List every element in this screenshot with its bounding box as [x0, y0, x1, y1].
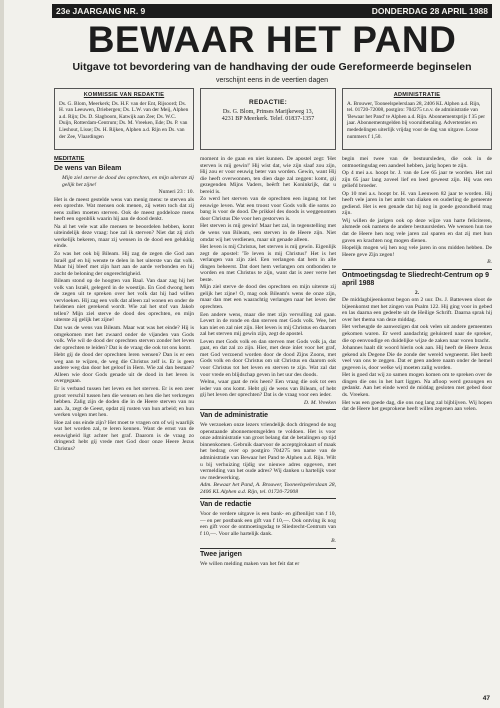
twee-jarigen-continued-paragraph: Op 4 mei a.s. hoopt br. J. van de Lee 65 jaar te worden. Het zal zijn 65 jaar lang zoveel lief en leed geweest zijn. Hij was een geliefd broeder. [342, 170, 492, 190]
column-right [342, 156, 492, 686]
twee-jarigen-continued-paragraph: Op 10 mei a.s. hoopt br. H. van Leeuwen 82 jaar te worden. Hij heeft vele jaren in het ambt van diaken en ouderling de gemeente gediend. Het is een genade dat hij nog in goede gezondheid mag zijn. [342, 190, 492, 217]
issue-number: 23e JAARGANG NR. 9 [56, 6, 146, 16]
administratie-notice-signature: Adm. Bewaar het Pand, A. Brouwer, Tooneelspelerslaan 28, 2406 KL Alphen a.d. Rijn, tel. 01720-72008 [200, 482, 336, 495]
ontmoetingsdag-paragraph: Johannes haalt dit woord hierin ook aan. Hij heeft de Heere Jezus gekend als Degene Die de zonde der wereld wegneemt. Het heeft veel van ons te zeggen. Dat er geen andere naam onder de hemel gegeven is, door welke wij moeten zalig worden. [342, 345, 492, 371]
meditatie-paragraph: Dat was de wens van Bileam. Maar wat was het einde? Hij is omgekomen met het zwaard onder de vijanden van Gods volk. Wie wil de dood der oprechten sterven zonder het leven der oprechten te leiden? Dat is de vraag die ook tot ons komt. [54, 325, 194, 351]
meditatie-paragraph: Er is verband tussen het leven en het sterven. Er is een zeer groot verschil tussen hen die wensen en hen die het verkregen hebben. Zalig zijn de doden die in de Heere sterven van nu aan. Ja, zegt de Geest, opdat zij rusten van hun arbeid; en hun werken volgen met hen. [54, 385, 194, 419]
meditatie-paragraph: Na al het vele wat alle mensen te beoordelen hebben, komt uiteindelijk deze vraag: hoe zal ik sterven? Niet dat zij zich werkelijk bekeren, maar zij wensen in de dood een gelukkig einde. [54, 223, 194, 250]
twee-jarigen-text: We willen melding maken van het feit dat er [200, 560, 300, 567]
newspaper-title: BEWAAR HET PAND [87, 19, 457, 60]
newspaper-tagline: verschijnt eens in de veertien dagen [215, 77, 329, 84]
meditatie-continued-paragraph: Een andere wens, maar die met zijn vervulling zal gaan. Levert in de ronde en dan sterven met Gods volk. Wee, het kan niet en zal niet zijn. Het leven is mij Christus en daarom zal het sterven mij gewin zijn, zegt de apostel. [200, 311, 336, 338]
meditatie-continued-paragraph: Zo werd het sterven van de oprechten een ingang tot het eeuwige leven. Wat een troost voor Gods volk die soms zo bang is voor de dood. De prikkel des doods is weggenomen door Christus Die voor hen gestorven is. [200, 196, 336, 222]
redactie-committee-text: Ds. G. Blom, Meerkerk; Ds. H.F. van der Ent, Rijsoord; Ds. H. van Leeuwen, Driebergen; Ds. L.W. van der Meij, Alphen a.d. Rijn; Ds. D. Slagboom, Katwijk aan Zee; Ds. W.C. Duijn, Rotterdam-Centrum; Ds. M. Vreeken, Ede; Ds. P. van Lieshout, Lisse; Ds. H. Rijken, Alphen a.d. Rijn en Ds. van der Zee, Vlaardingen [59, 100, 189, 140]
redactie-notice: Voor de verdere uitgave is een bank- en giftenlijst van f 10,— en per postbank een gift van f 10,—. Ook ontving ik nog een gift voor de ontmoetingsdag te Sliedrecht-Centrum van f 10,—. Voor alle hartelijk dank. [200, 511, 336, 537]
meditatie-continued-paragraph: Het sterven is mij gewin! Maar het zal, in tegenstelling met de wens van Bileam, een sterven in de Heere zijn. Niet omdat wij het verdienen, maar uit genade alleen. [200, 223, 336, 243]
meditatie-continued-paragraph: Het leven is mij Christus, het sterven is mij gewin. Eigenlijk zegt de apostel: 'Te leven is mij Christus!' Het is het verlangen van zijn ziel. Een verlangen dat hem in alle dingen beheerst. Dat doet hem verlangen om ontbonden te worden en met Christus te zijn, want dat is zeer verre het beste. [200, 244, 336, 283]
newspaper-subtitle: Uitgave tot bevordering van de handhaving der oude Gereformeerde beginselen [72, 61, 472, 73]
divider [200, 409, 336, 410]
redactie-notice-signature: B. [331, 538, 336, 545]
page-number: 47 [482, 695, 490, 702]
administratie-box [342, 88, 492, 150]
headline-van-de-redactie: Van de redactie [200, 501, 252, 509]
masthead-bar [52, 4, 492, 18]
redactie-address-heading: REDACTIE: [248, 99, 288, 106]
redactie-address-line-1: Ds. G. Blom, Prinses Marijkeweg 13, [222, 108, 314, 115]
meditatie-signature: D. M. Vreeken [304, 399, 336, 406]
issue-date: DONDERDAG 28 APRIL 1988 [371, 6, 488, 16]
headline-twee-jarigen: Twee jarigen [200, 550, 242, 558]
divider [200, 548, 336, 549]
meditatie-continued-paragraph: Mijn ziel sterve de dood des oprechten en mijn uiterste zij gelijk het zijne! O, mag ook Bileam's wens de onze zijn, maar dan met een waarachtig verlangen naar het leven der oprechten. [200, 284, 336, 311]
ontmoetingsdag-paragraph: Het was een goede dag, die ons nog lang zal bijblijven. Wij hopen dat de Heere het gesprokene heeft willen zegenen aan velen. [342, 399, 492, 413]
meditatie-continued-paragraph: Leven met Gods volk en dan sterven met Gods volk ja, dat gaat, en dat zal zo zijn. Hier, met deze inlet voor het graf, met God verzoend worden door de dood Zijns Zoons, met Gods volk en door Christus om uit Christus en daarom ook voor Christus tot het leven en sterven te zijn. Wat zal dat voor vrede en blijdschap geven in het uur des doods. [200, 338, 336, 378]
twee-jarigen-signature: B. [487, 259, 492, 266]
meditatie-paragraph: Zo was het ook bij Bileam. Hij zag de zegen die God aan Israël gaf en hij wenste te delen in het uiterste van dat volk. Maar hij bleef met zijn hart aan de aarde verbonden en hij zocht de beloning der ongerechtigheid. [54, 251, 194, 277]
ontmoetingsdag-part-number: 2. [414, 289, 420, 296]
meditatie-paragraph: Het is de meest gestelde wens van menig mens: te sterven als een oprechte. Wat mensen ook menen, zij weten toch dat zij eens zullen moeten sterven. Ook de meest goddeloze mens heeft een ogenblik waarin hij aan de dood denkt. [54, 196, 194, 223]
administratie-heading: ADMINISTRATIE [393, 92, 441, 98]
redactie-committee-box [54, 88, 194, 150]
twee-jarigen-continued-paragraph: Hopelijk mogen wij hen nog vele jaren in ons midden hebben. De Heere geve Zijn zegen! [342, 245, 492, 258]
redactie-committee-heading: KOMMISSIE VAN REDAKTIE [83, 92, 165, 98]
ontmoetingsdag-paragraph: De middagbijeenkomst begon om 2 uur. Ds. J. Batteveen sloot de bijeenkomst met het zingen van Psalm 122. Hij ging voor in gebed en las daarna een gedeelte uit de Heilige Schrift. Daarna sprak hij over het thema van deze middag. [342, 297, 492, 323]
meditatie-paragraph: Hebt gij de dood der oprechten leren wensen? Dan is er een weg aan te wijzen, de weg die Christus zelf is. Er is geen andere weg dan door het geloof in Hem. Wie zal dan bestaan? Alleen wie door Gods genade uit de dood in het leven is overgegaan. [54, 352, 194, 385]
meditatie-paragraph: Hoe zal ons einde zijn? Het moet te vragen om of wij waarlijk wat het worden zal, te leren kennen. Want de ernst van de eeuwigheid ligt achter het graf. Daarom is de vraag zo dringend: hebt gij vrede met God door onze Heere Jezus Christus? [54, 419, 194, 452]
meditatie-continued-paragraph: moment in de gaan en niet kunnen. De apostel zegt: 'Het sterven is mij gewin!' Hij wist dat, wie zijn slaaf zou zijn, Hij zou er voor eeuwig beter van worden. Gewin, want Hij die heeft overwonnen, ten dien dage zal zeggen: komt, gij gezegenden Mijns Vaders, beërft het Koninkrijk, dat u bereid is. [200, 156, 336, 195]
headline-ontmoetingsdag: Ontmoetingsdag te Sliedrecht-Centrum op 9 april 1988 [342, 271, 490, 287]
headline-wens-bileam: De wens van Bileam [54, 165, 122, 172]
ontmoetingsdag-paragraph: Het verheugde de aanwezigen dat ook velen uit andere gemeenten gekomen waren. Er werd aandachtig geluisterd naar de spreker, die op eenvoudige en duidelijke wijze de zaken naar voren bracht. [342, 324, 492, 344]
section-label-meditatie: MEDITATIE [54, 156, 85, 162]
meditatie-verse-ref: Numeri 23 : 10. [158, 189, 194, 196]
redactie-address-line-2: 4231 BP Meerkerk. Telef. 01837-1357 [221, 116, 315, 123]
column-meditatie [54, 156, 194, 696]
twee-jarigen-continued-paragraph: begin mei twee van de bestuursleden, die ook in de ontmoetingsdag een aandeel hebben, jarig hopen te zijn. [342, 156, 492, 169]
divider [200, 498, 336, 499]
administratie-text: A. Brouwer, Tooneelspelerslaan 28, 2406 KL Alphen a.d. Rijn, tel. 01720-72008, postgiro: 704275 t.n.v. de administratie van 'Bewaar het Pand' te Alphen a.d. Rijn. Abonnementsprijs f 35 per jaar. Abonnementsgelden bij vooruitbetaling. Advertenties en mededelingen uiterlijk vrijdag voor de dag van uitgave. Losse nummers f 1,50. [347, 100, 485, 140]
binding-edge [0, 0, 4, 708]
divider [342, 269, 492, 270]
headline-administratie: Van de administratie [200, 412, 269, 420]
meditatie-continued-paragraph: Welnu, waar gaat de reis heen? Een vraag die ook tot een ieder van ons komt. Hebt gij de wens van Bileam, of hebt gij het leven der oprechten? Dat is de vraag voor een ieder. [200, 379, 336, 399]
column-middle [200, 156, 336, 696]
meditatie-verse: Mijn ziel sterve de dood des oprechten, en mijn uiterste zij gelijk het zijne! [62, 175, 194, 188]
redactie-address-box [200, 88, 336, 150]
ontmoetingsdag-paragraph: Het is goed dat wij zo samen mogen komen om te spreken over de dingen die ons in het hart liggen. Na afloop werd gezongen en gedankt. Aan het einde werd de middag gesloten met gebed door ds. Vreeken. [342, 372, 492, 398]
meditatie-paragraph: Bileam stond op de hoogten van Baal. Van daar zag hij het volk van Israël, gelegerd in de woestijn. En God dwong hem de zegen uit te spreken over het volk dat hij had willen vervloeken. Hij zag een volk dat alleen zal wonen en onder de heidenen niet gerekend wordt. Wie zal het stof van Jakob tellen? Mijn ziel sterve de dood des oprechten, en mijn uiterste zij gelijk het zijne! [54, 278, 194, 324]
twee-jarigen-continued-paragraph: Wij willen de jarigen ook op deze wijze van harte feliciteren, alsmede ook namens de andere bestuursleden. We wensen hun toe dat de Heere hen nog vele jaren zal sparen en dat zij met hun gaven en krachten nog mogen dienen. [342, 217, 492, 244]
administratie-notice: We verzoeken onze lezers vriendelijk doch dringend de nog openstaande abonnementsgelden te voldoen. Het is voor onze administratie van groot belang dat de betalingen op tijd binnenkomen. Gebruik daarvoor de acceptgirokaart of maak het bedrag over op postgiro 704275 ten name van de administratie van Bewaar het Pand te Alphen a.d. Rijn. Wilt u bij verhuizing tijdig uw nieuwe adres opgeven, met vermelding van het oude adres? Wij danken u hartelijk voor uw medewerking. [200, 422, 336, 481]
